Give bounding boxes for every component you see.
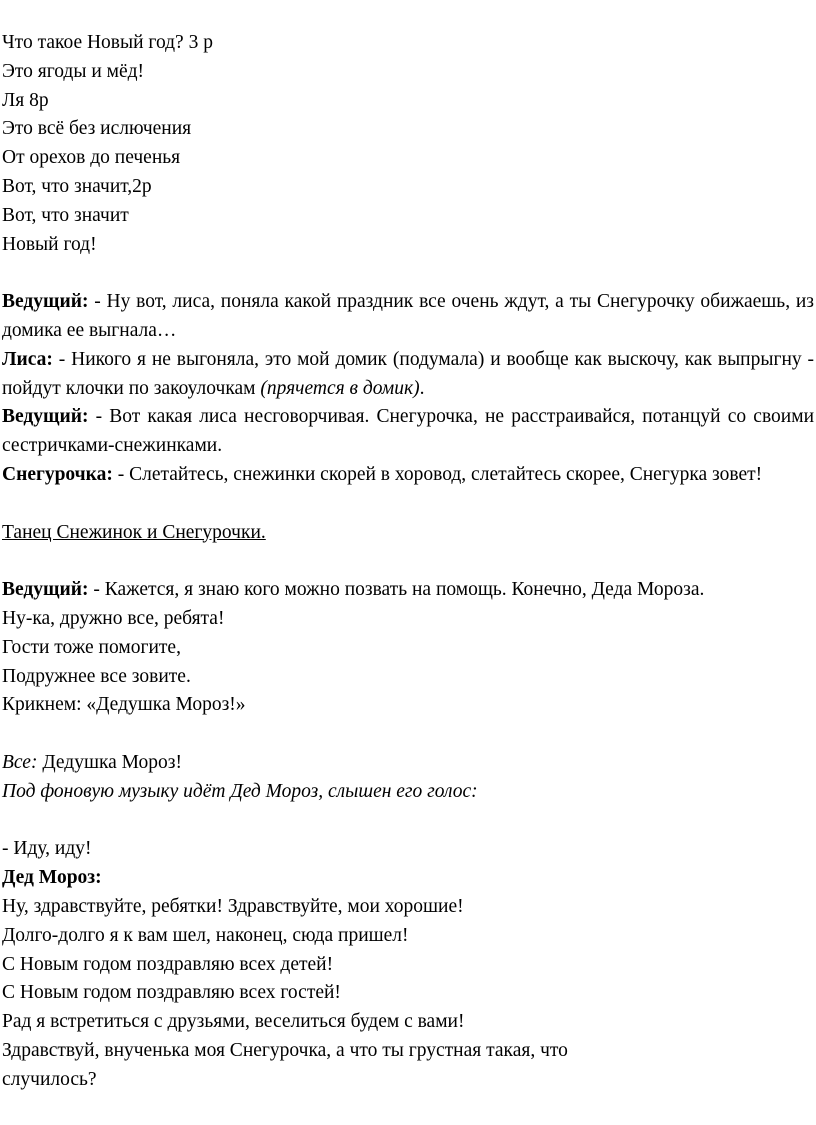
song-line: Это всё без ислючения — [2, 118, 192, 140]
song-line: Вот, что значит,2р — [2, 175, 152, 197]
blank-line — [2, 720, 814, 749]
verse-line: Рад я встретиться с друзьями, веселиться будем с вами! — [2, 1011, 465, 1033]
dialogue-text: - Никого я не выгоняла, это мой домик (подумала) и вообще как выскочу, как выпрыгну - пойдут клочки по закоулочкам — [2, 348, 814, 399]
stage-direction: Под фоновую музыку идёт Дед Мороз, слышен его голос: — [2, 780, 478, 802]
verse-line: случилось? — [2, 1068, 97, 1090]
dialogue-block — [2, 288, 814, 490]
song-block — [2, 29, 814, 259]
dialogue-text: - Слетайтесь, снежинки скорей в хоровод, слетайтесь скорее, Снегурка зовет! — [112, 463, 763, 485]
dialogue-paragraph — [2, 576, 814, 605]
blank-line — [2, 547, 814, 576]
speaker-name: Все: — [2, 751, 38, 773]
dialogue-tail: . — [419, 377, 425, 399]
dialogue-text: Дедушка Мороз! — [37, 751, 182, 773]
verse-line: Ну-ка, дружно все, ребята! — [2, 607, 225, 629]
dialogue-text: - Вот какая лиса несговорчивая. Снегурочка, не расстраивайся, потанцуй со своими сестричками-снежинками. — [2, 406, 814, 457]
speaker-name: Дед Мороз: — [2, 867, 102, 889]
dialogue-paragraph — [2, 346, 814, 404]
blank-line — [2, 259, 814, 288]
dialogue-paragraph — [2, 288, 814, 346]
dialogue-text: - Ну вот, лиса, поняла какой праздник все очень ждут, а ты Снегурочку обижаешь, из домика ее выгнала… — [2, 291, 814, 341]
verse-line: Подружнее все зовите. — [2, 665, 191, 687]
verse-line: Долго-долго я к вам шел, наконец, сюда пришел! — [2, 924, 409, 946]
blank-line — [2, 807, 814, 836]
blank-line — [2, 490, 814, 519]
verse-line: Ну, здравствуйте, ребятки! Здравствуйте, мои хорошие! — [2, 895, 464, 917]
offstage-voice-line: - Иду, иду! — [2, 838, 92, 860]
dance-title: Танец Снежинок и Снегурочки. — [2, 521, 266, 543]
document-page — [0, 29, 816, 1094]
dialogue-paragraph — [2, 461, 814, 490]
dialogue-paragraph — [2, 403, 814, 461]
song-line: Вот, что значит — [2, 204, 129, 226]
speaker-name: Ведущий: — [2, 406, 89, 428]
speaker-name: Ведущий: — [2, 291, 89, 313]
song-line: Новый год! — [2, 233, 97, 255]
song-line: Ля 8р — [2, 89, 49, 111]
song-line: Это ягоды и мёд! — [2, 60, 145, 82]
song-line: От орехов до печенья — [2, 147, 181, 169]
stage-direction: (прячется в домик) — [260, 377, 420, 399]
verse-line: Здравствуй, внученька моя Снегурочка, а что ты грустная такая, что — [2, 1039, 568, 1061]
verse-line: С Новым годом поздравляю всех детей! — [2, 953, 334, 975]
host-call-block — [2, 576, 814, 720]
verse-line: Крикнем: «Дедушка Мороз!» — [2, 694, 246, 716]
verse-line: Гости тоже помогите, — [2, 636, 181, 658]
speaker-name: Ведущий: — [2, 579, 89, 601]
verse-line: С Новым годом поздравляю всех гостей! — [2, 982, 341, 1004]
song-line: Что такое Новый год? 3 р — [2, 32, 213, 53]
speaker-name: Лиса: — [2, 348, 53, 370]
all-call-line — [2, 749, 814, 778]
dialogue-text: - Кажется, я знаю кого можно позвать на помощь. Конечно, Деда Мороза. — [88, 579, 705, 601]
speaker-name: Снегурочка: — [2, 463, 113, 485]
